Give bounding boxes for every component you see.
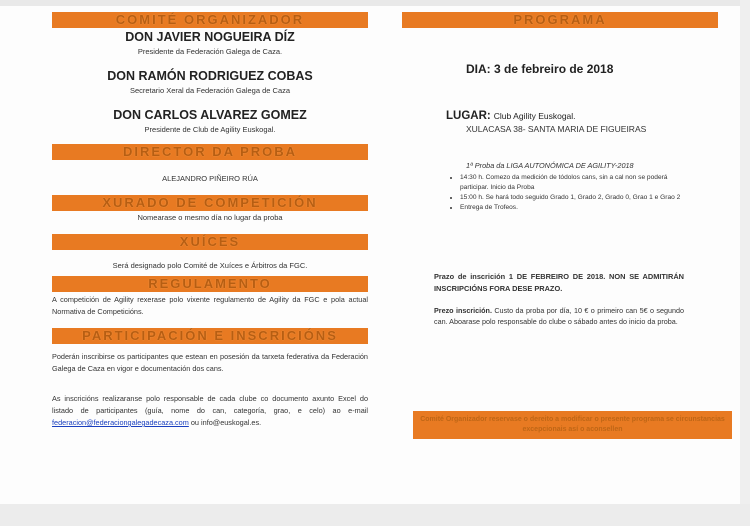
director-name: ALEJANDRO PIÑEIRO RÚA xyxy=(162,174,258,183)
comite-header: COMITÉ ORGANIZADOR xyxy=(52,12,368,28)
member-name-1: DON JAVIER NOGUEIRA DÍZ xyxy=(125,30,295,44)
participacion-text-2-mid: ou xyxy=(190,418,199,427)
euskogal-email: info@euskogal.es. xyxy=(201,418,262,427)
xuices-text: Será designado polo Comité de Xuíces e Árbitros da FGC. xyxy=(112,261,308,270)
xuices-header: XUÍCES xyxy=(52,234,368,250)
proba-title: 1ª Proba da LIGA AUTONÓMICA DE AGILITY-2018 xyxy=(466,161,634,170)
lugar-value: Club Agility Euskogal. xyxy=(493,111,576,121)
participacion-text-1: Poderán inscribirse os participantes que estean en posesión da tarxeta federativa da Federación Galega de Caza en vigor e documentación dos cans. xyxy=(52,352,368,373)
programa-header: PROGRAMA xyxy=(402,12,718,28)
member-role-1: Presidente da Federación Galega de Caza. xyxy=(137,47,283,56)
xurado-text: Nomearase o mesmo día no lugar da proba xyxy=(137,213,283,222)
prezo-inscricion xyxy=(434,305,684,327)
member-name-2: DON RAMÓN RODRIGUEZ COBAS xyxy=(107,69,313,83)
xurado-header: XURADO DE COMPETICIÓN xyxy=(52,195,368,211)
event-location xyxy=(446,110,576,122)
event-date: DIA: 3 de febreiro de 2018 xyxy=(466,62,614,76)
participacion-header: PARTICIPACIÓN E INSCRICIÓNS xyxy=(52,328,368,344)
member-role-3: Presidente de Club de Agility Euskogal. xyxy=(144,125,276,134)
programa-item-1: • 14:30 h. Comezo da medición de tódolos cans, sin a cal non se poderá participar. Inicio da Proba xyxy=(460,173,696,193)
lugar-label: LUGAR: xyxy=(446,110,491,122)
footer-note: Comité Organizador reservase o dereito a modificar o presente programa se circunstancias excepcionais así o aconsellen xyxy=(413,411,732,439)
regulamento-header: REGULAMENTO xyxy=(52,276,368,292)
regulamento-text: A competición de Agility rexerase polo vixente regulamento de Agility da FGC e pola actual Normativa de Competicións. xyxy=(52,295,368,316)
prezo-text: Custo da proba por día, 10 € o primeiro can 5€ o segundo can. Aboarase polo responsable do clube o sábado antes do inicio da proba. xyxy=(434,306,684,326)
prazo-inscricion: Prazo de inscrición 1 DE FEBREIRO DE 2018. NON SE ADMITIRÁN INSCRIPCIÓNS FORA DESE PRAZO. xyxy=(434,272,684,293)
programa-list xyxy=(448,173,696,213)
member-name-3: DON CARLOS ALVAREZ GOMEZ xyxy=(113,108,307,122)
page-edge-bottom xyxy=(0,504,750,526)
page-edge-right xyxy=(740,0,750,526)
programa-item-2: • 15:00 h. Se hará todo seguido Grado 1, Grado 2, Grado 0, Grao 1 e Grao 2 xyxy=(460,193,696,203)
participacion-text-2-start: As inscricións realizaranse polo responsable de cada clube co documento axunto Excel do listado de participantes (guía, nome do can, categoría, grao, e celo) ao e-mail xyxy=(52,394,368,415)
lugar-address: XULACASA 38- SANTA MARIA DE FIGUEIRAS xyxy=(466,124,647,134)
prezo-label: Prezo inscrición. xyxy=(434,306,492,315)
director-header: DIRECTOR DA PROBA xyxy=(52,144,368,160)
page-edge-top xyxy=(0,0,750,6)
member-role-2: Secretario Xeral da Federación Galega de Caza xyxy=(129,86,291,95)
participacion-text-2 xyxy=(52,393,368,429)
federacion-email-link[interactable]: federacion@federaciongalegadecaza.com xyxy=(52,418,189,427)
programa-item-3: • Entrega de Trofeos. xyxy=(460,203,696,213)
